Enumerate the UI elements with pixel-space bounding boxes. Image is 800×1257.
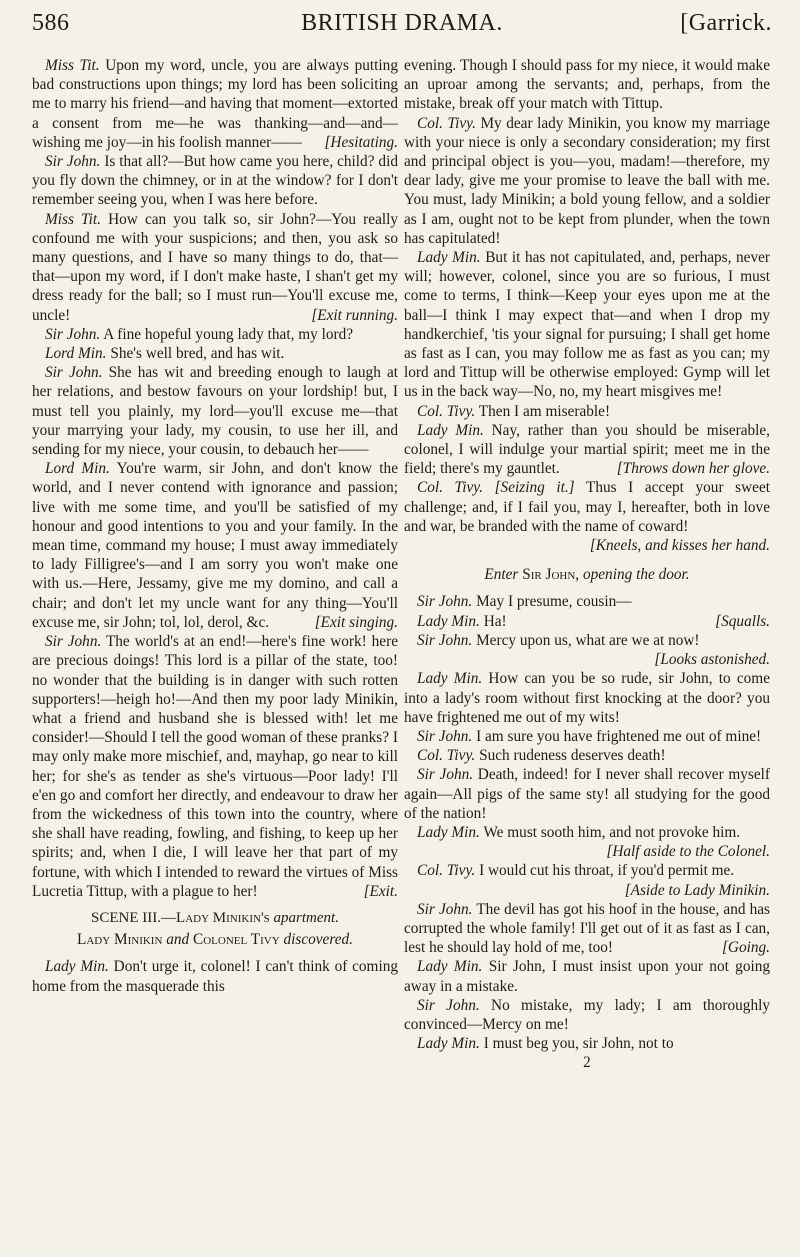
left-after-scene bbox=[32, 957, 398, 995]
speech bbox=[404, 1034, 770, 1053]
stage-direction: [Exit running. bbox=[311, 306, 398, 324]
stage-direction: [Kneels, and kisses her hand. bbox=[589, 537, 770, 555]
speech-text: The devil has got his hoof in the house, and has corrupted the whole family! I'll get out of it as fast as I can, lest he should lay hold of me, too! bbox=[404, 900, 770, 957]
speaker-name: Col. Tivy. bbox=[417, 114, 476, 132]
running-header bbox=[32, 6, 772, 42]
speech-text: Is that all?—But how came you here, child? did you fly down the chimney, or in at the window? for I don't remember seeing you, when I was here before. bbox=[32, 153, 398, 209]
speech-text: How can you be so rude, sir John, to come into a lady's room without first knocking at the door? you have frightened me out of my wits! bbox=[404, 670, 770, 726]
stage-direction: [Exit. bbox=[363, 882, 398, 900]
speech-text: Upon my word, uncle, you are always putting bad constructions upon things; my lord has been soliciting me to marry his friend—and having that moment—extorted a consent from me—he was thanking—and—and—wishing me joy—in his foolish manner—— bbox=[32, 57, 398, 151]
speaker-name: Sir John. bbox=[417, 900, 473, 918]
speaker-name: Lady Min. bbox=[417, 249, 481, 267]
speech bbox=[32, 344, 398, 363]
stage-direction: [Half aside to the Colonel. bbox=[606, 843, 770, 861]
speech bbox=[404, 592, 770, 611]
speaker-name: Col. Tivy. bbox=[417, 862, 476, 880]
speech-text: How can you talk so, sir John?—You really confound me with your suspicions; and then, you ask so many questions, and I have so many things to do, that—that—upon my word, if I don't make haste, I shan't get my dress ready for the ball; so I must run—You'll excuse me, uncle! bbox=[32, 210, 399, 324]
speech bbox=[32, 459, 398, 632]
speaker-name: Sir John. bbox=[417, 631, 473, 649]
speech-text: Death, indeed! for I never shall recover myself again—All pigs of the same sty! all studying for the good of the nation! bbox=[404, 766, 770, 822]
stage-direction: [Hesitating. bbox=[324, 133, 398, 151]
speech bbox=[404, 746, 770, 765]
speech-text: Don't urge it, colonel! I can't think of coming home from the masquerade this bbox=[32, 958, 398, 995]
speaker-name: Miss Tit. bbox=[45, 57, 100, 74]
speaker-name: Lady Min. bbox=[417, 421, 484, 439]
speaker-name: Lady Min. bbox=[417, 958, 483, 976]
speech-text: She has wit and breeding enough to laugh at her relations, and bestow favours on your lordship! but, I must tell you plainly, my lord—you'll excuse me—that your marrying your lady, my cousin, to use her ill, and sending for my niece, your cousin, to debauch her—— bbox=[32, 364, 398, 459]
stage-direction: [Seizing it.] bbox=[494, 479, 575, 497]
speech-text: No mistake, my lady; I am thoroughly convinced—Mercy on me! bbox=[404, 996, 770, 1033]
right-speeches bbox=[404, 56, 770, 555]
enter-direction: Enter Sir John, opening the door. bbox=[484, 566, 690, 584]
speaker-name: Col. Tivy. bbox=[417, 747, 476, 765]
speaker-name: Lord Min. bbox=[45, 345, 107, 363]
right-after-enter bbox=[404, 592, 770, 1053]
speech-text: I would cut his throat, if you'd permit me. bbox=[479, 862, 735, 880]
speaker-name: Miss Tit. bbox=[45, 210, 101, 228]
speaker-name: Sir John. bbox=[45, 325, 101, 343]
speech bbox=[404, 248, 770, 402]
speaker-name: Lady Min. bbox=[45, 958, 109, 976]
stage-direction: [Throws down her glove. bbox=[616, 460, 770, 478]
speaker-name: Lady Min. bbox=[417, 612, 480, 630]
speech-text: May I presume, cousin— bbox=[476, 593, 632, 611]
speech-text: Thus I accept your sweet challenge; and, if I fail you, may I, hereafter, both in love and war, be branded with the name of coward! bbox=[404, 479, 770, 535]
speech bbox=[404, 996, 770, 1034]
speech-text: My dear lady Minikin, you know my marriage with your niece is only a secondary consideration; my first and principal object is you—you, madam!—therefore, my dear lady, give me your promise to leave the ball with me. You must, lady Minikin; a bold young fellow, and a soldier as I am, ought not to be kept from plunder, when the town has capitulated! bbox=[404, 114, 770, 247]
speech bbox=[404, 612, 770, 631]
speech bbox=[404, 765, 770, 823]
speech-text: Mercy upon us, what are we at now! bbox=[476, 631, 700, 649]
speech-text: Such rudeness deserves death! bbox=[479, 747, 666, 765]
speech-text: You're warm, sir John, and don't know the world, and I never contend with ignorance and passion; live with me some time, and you'll be satisfied of my honour and good intentions to you and your family. In the mean time, command my house; I must away immediately to lady Filligree's—and I am sorry you won't make one with us.—Here, Jessamy, give me my domino, and call a chair; and don't let my uncle want for any thing—You'll excuse me, sir John; tol, lol, derol, &c. bbox=[32, 460, 398, 631]
speech bbox=[404, 421, 770, 479]
running-author: [Garrick. bbox=[680, 10, 772, 36]
speaker-name: Sir John. bbox=[45, 153, 101, 171]
speech-text: evening. Though I should pass for my niece, it would make an uproar among the servants; and, perhaps, from the mistake, break off your match with Tittup. bbox=[404, 57, 770, 113]
speech bbox=[404, 56, 770, 114]
speaker-name: Lady Min. bbox=[417, 823, 480, 841]
speech-text: She's well bred, and has wit. bbox=[110, 345, 285, 363]
speech-text: The world's at an end!—here's fine work! here are precious doings! This lord is a pillar of the state, too! no wonder that the building is in danger with such rotten supporters!—heigh ho!—And then my poor lady Minikin, what a friend and husband she is blessed with! let me consider!—Should I tell the good woman of these pranks? I may only make more mischief, and, mayhap, go near to kill her; for she's as tender as she's virtuous—Poor lady! I'll e'en go and comfort her directly, and endeavour to draw her from the wickedness of this town into the country, where she shall have reading, fowling, and fishing, to keep up her spirits; and, when I die, I will leave her that part of my fortune, with which I intended to reward the virtues of Miss Lucretia Tittup, with a plague to her! bbox=[32, 633, 398, 900]
speech bbox=[32, 152, 398, 210]
stage-direction: [Squalls. bbox=[715, 612, 770, 630]
speaker-name: Sir John. bbox=[417, 996, 480, 1014]
speech bbox=[404, 823, 770, 861]
speech-text: Nay, rather than you should be miserable, colonel, I will indulge your martial spirit; meet me in the field; there's my gauntlet. bbox=[404, 421, 770, 478]
speaker-name: Sir John. bbox=[45, 633, 102, 651]
speech-text: I must beg you, sir John, not to bbox=[483, 1035, 674, 1053]
speech bbox=[404, 900, 770, 958]
speech-text: Then I am miserable! bbox=[478, 402, 611, 420]
scene-discovered: Lady Minikin and Colonel Tivy discovered. bbox=[76, 931, 353, 949]
speech bbox=[404, 727, 770, 746]
speaker-name: Col. Tivy. bbox=[417, 402, 476, 420]
right-column bbox=[404, 56, 770, 1073]
speech bbox=[404, 957, 770, 995]
stage-direction: [Aside to Lady Minikin. bbox=[624, 881, 770, 899]
speech bbox=[32, 363, 398, 459]
speech bbox=[32, 56, 398, 152]
speech bbox=[32, 325, 398, 344]
signature-mark: 2 bbox=[583, 1054, 591, 1072]
speech-text: I am sure you have frightened me out of mine! bbox=[476, 727, 762, 745]
speech bbox=[404, 114, 770, 248]
speech bbox=[404, 478, 770, 555]
running-title: BRITISH DRAMA. bbox=[301, 10, 503, 36]
speaker-name: Lady Min. bbox=[417, 670, 483, 688]
stage-direction: [Looks astonished. bbox=[654, 651, 770, 669]
speech-text: Sir John, I must insist upon your not going away in a mistake. bbox=[404, 958, 771, 995]
speech-text: Ha! bbox=[483, 612, 507, 630]
stage-direction: [Exit singing. bbox=[314, 613, 398, 631]
speech-text: A fine hopeful young lady that, my lord? bbox=[103, 325, 354, 343]
speech bbox=[404, 669, 770, 727]
speech bbox=[32, 632, 398, 901]
speaker-name: Col. Tivy. bbox=[417, 479, 483, 497]
speech bbox=[32, 957, 398, 995]
speaker-name: Lord Min. bbox=[45, 460, 110, 478]
speaker-name: Sir John. bbox=[417, 727, 473, 745]
speaker-name: Sir John. bbox=[417, 766, 474, 784]
stage-direction: [Going. bbox=[721, 939, 770, 957]
speech bbox=[404, 402, 770, 421]
speaker-name: Sir John. bbox=[417, 593, 473, 611]
speech bbox=[404, 631, 770, 669]
scene-heading: SCENE III.—Lady Minikin's apartment. bbox=[91, 909, 339, 926]
left-column bbox=[32, 56, 398, 996]
speech bbox=[404, 861, 770, 899]
speech-text: But it has not capitulated, and, perhaps, never will; however, colonel, since you are so furious, I must come to terms, I think—Keep your eyes upon me at the ball—I think I may expect that—and when I drop my handkerchief, 'tis your signal for pursuing; I shall get home as fast as I can, you may follow me as fast as you can; my lord and Tittup will be otherwise employed: Gymp will let us in the back way—No, no, my heart misgives me! bbox=[404, 249, 770, 401]
speech-text: We must sooth him, and not provoke him. bbox=[483, 823, 741, 841]
speech bbox=[32, 210, 398, 325]
speaker-name: Sir John. bbox=[45, 364, 103, 382]
left-speeches bbox=[32, 56, 398, 901]
page-number: 586 bbox=[32, 10, 70, 36]
speaker-name: Lady Min. bbox=[417, 1035, 480, 1053]
